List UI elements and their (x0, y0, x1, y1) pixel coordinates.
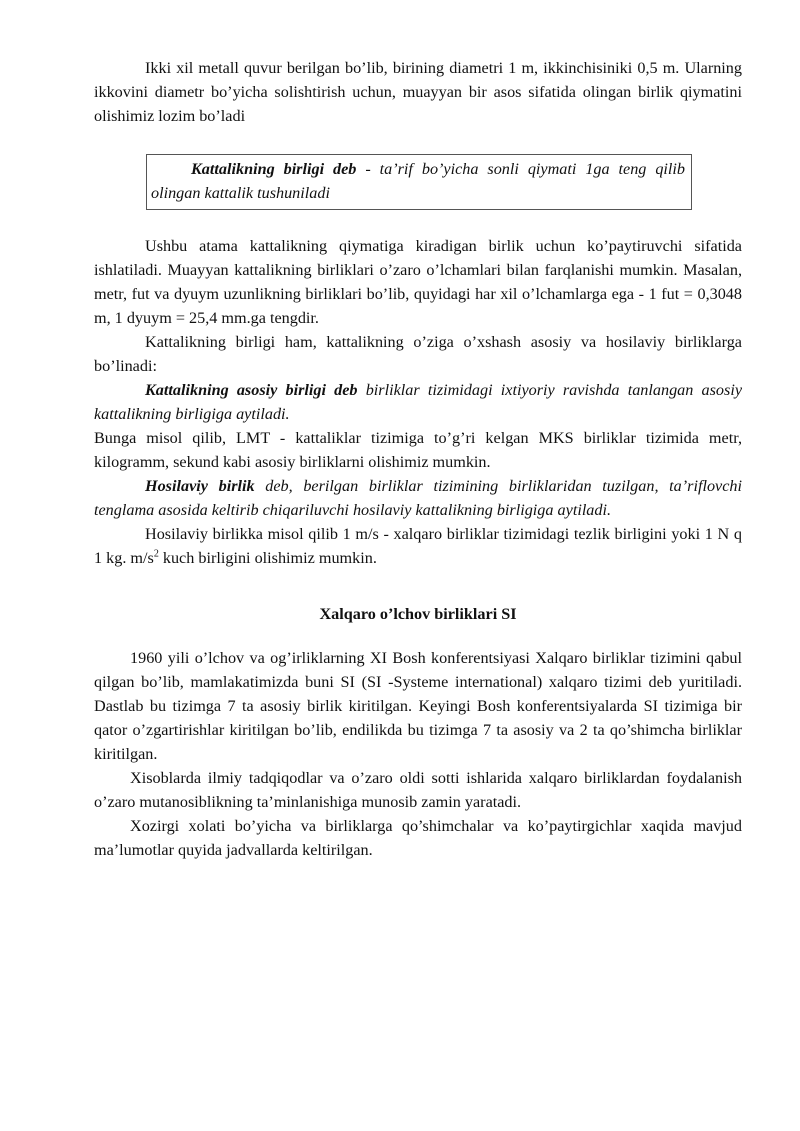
basic-unit-text: birliklar tizimidagi ixtiyoriy ravishda tanlangan asosiy kattalikning birligiga aytiladi. (94, 381, 742, 423)
basic-unit-example: Bunga misol qilib, LMT - kattaliklar tizimiga to’g’ri kelgan MKS birliklar tizimida metr, kilogramm, sekund kabi asosiy birliklarni olishimiz mumkin. (94, 429, 742, 471)
intro-paragraph: Ikki xil metall quvur berilgan bo’lib, birining diametri 1 m, ikkinchisiniki 0,5 m. Ularning ikkovini diametr bo’yicha solishtirish uchun, muayyan bir asos sifatida olingan birlik qiymatini olishimiz lozim bo’ladi (94, 59, 742, 125)
superscript-two: 2 (153, 548, 159, 560)
derived-example-before: Hosilaviy birlikka misol qilib 1 m/s - xalqaro birliklar tizimidagi tezlik birligini yoki 1 N q 1 kg. m/s (94, 525, 742, 567)
si-history-paragraph: 1960 yili o’lchov va og’irliklarning XI Bosh konferentsiyasi Xalqaro birliklar tizimini qabul qilgan bo’lib, mamlakatimizda buni SI (SI -Systeme international) xalqaro tizimi deb yuritiladi. Dastlab bu tizimga 7 ta asosiy birlik kiritilgan. Keyingi Bosh konferentsiyalarda SI tizimiga bir qator o’zgartirishlar kiritilgan bo’lib, endilikda bu tizimga 7 ta asosiy va 2 ta qo’shimcha birliklar kiritilgan. (94, 649, 742, 763)
definition-text: - ta’rif bo’yicha sonli qiymati 1ga teng qilib olingan kattalik tushuniladi (151, 160, 686, 202)
definition-term: Kattalikning birligi deb (191, 160, 357, 178)
document-page (94, 56, 742, 862)
tables-intro-paragraph: Xozirgi xolati bo’yicha va birliklarga qo’shimchalar va ko’paytirgichlar xaqida mavjud ma’lumotlar quyida jadvallarda keltirilgan. (94, 817, 742, 859)
derived-unit-example (94, 522, 742, 570)
derived-unit-term: Hosilaviy birlik (145, 477, 255, 495)
derived-example-after: kuch birligini olishimiz mumkin. (158, 549, 377, 567)
section-heading: Xalqaro o’lchov birliklari SI (319, 605, 517, 623)
derived-unit-definition (94, 474, 742, 522)
derived-unit-text: deb, berilgan birliklar tizimining birliklaridan tuzilgan, ta’riflovchi tenglama asosida keltirib chiqariluvchi hosilaviy kattalikning birligiga aytiladi. (94, 477, 743, 519)
usage-paragraph: Ushbu atama kattalikning qiymatiga kiradigan birlik uchun ko’paytiruvchi sifatida ishlatiladi. Muayyan kattalikning birliklari o’zaro o’lchamlari bilan farqlanishi mumkin. Masalan, metr, fut va dyuym uzunlikning birliklari bo’lib, quyidagi har xil o’lchamlarga ega - 1 fut = 0,3048 m, 1 dyuym = 25,4 mm.ga tengdir. (94, 237, 742, 327)
si-usage-paragraph: Xisoblarda ilmiy tadqiqodlar va o’zaro oldi sotti ishlarida xalqaro birliklardan foydalanish o’zaro mutanosiblikning ta’minlanishiga munosib zamin yaratadi. (94, 769, 742, 811)
definition-box (146, 154, 692, 210)
basic-unit-term: Kattalikning asosiy birligi deb (145, 381, 358, 399)
division-paragraph: Kattalikning birligi ham, kattalikning o’ziga o’xshash asosiy va hosilaviy birliklarga bo’linadi: (94, 333, 742, 375)
basic-unit-definition (94, 378, 742, 426)
